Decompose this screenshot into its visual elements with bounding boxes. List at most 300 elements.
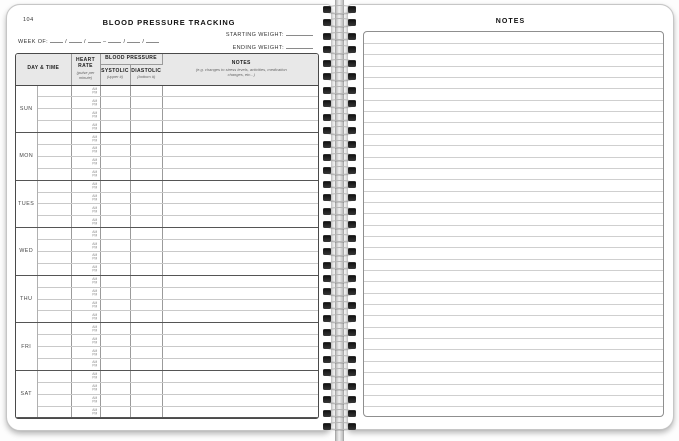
am-pm-label: AM PM — [92, 206, 98, 214]
systolic-entry-cell — [100, 299, 130, 311]
systolic-entry-cell — [100, 133, 130, 145]
punch-hole-left — [323, 356, 331, 363]
systolic-entry-cell — [100, 192, 130, 204]
notes-entry-cell — [162, 347, 319, 359]
notes-entry-cell — [162, 121, 319, 133]
am-pm-label: AM PM — [92, 87, 98, 95]
ruled-line — [364, 247, 663, 248]
notes-entry-cell — [162, 299, 319, 311]
ruled-line — [364, 77, 663, 78]
punch-hole-left — [323, 33, 331, 40]
systolic-entry-cell — [100, 347, 130, 359]
time-entry-cell — [37, 323, 71, 335]
spiral-loop — [317, 165, 361, 176]
ruled-line — [364, 134, 663, 135]
punch-hole-left — [323, 288, 331, 295]
spiral-binding — [317, 0, 361, 441]
punch-hole-left — [323, 127, 331, 134]
spiral-loop — [317, 44, 361, 55]
diastolic-entry-cell — [130, 180, 162, 192]
notes-entry-cell — [162, 228, 319, 240]
diastolic-entry-cell — [130, 133, 162, 145]
date-slash: / — [84, 39, 86, 45]
punch-hole-left — [323, 87, 331, 94]
punch-hole-left — [323, 410, 331, 417]
notes-entry-cell — [162, 370, 319, 382]
spiral-loop — [317, 260, 361, 271]
heart-rate-entry-cell — [71, 382, 100, 394]
time-entry-cell — [37, 358, 71, 370]
date-blank — [88, 38, 101, 43]
bp-entry-row — [16, 168, 319, 180]
am-pm-label: AM PM — [92, 301, 98, 309]
punch-hole-left — [323, 383, 331, 390]
diastolic-entry-cell — [130, 370, 162, 382]
am-pm-label: AM PM — [92, 99, 98, 107]
punch-hole-right — [348, 329, 356, 336]
punch-hole-right — [348, 235, 356, 242]
time-entry-cell — [37, 216, 71, 228]
punch-hole-right — [348, 356, 356, 363]
punch-hole-right — [348, 383, 356, 390]
notes-entry-cell — [162, 358, 319, 370]
ruled-line — [364, 281, 663, 282]
diastolic-entry-cell — [130, 323, 162, 335]
diastolic-entry-cell — [130, 192, 162, 204]
systolic-entry-cell — [100, 228, 130, 240]
notes-entry-cell — [162, 109, 319, 121]
notes-entry-cell — [162, 144, 319, 156]
bp-entry-row — [16, 251, 319, 263]
punch-hole-left — [323, 315, 331, 322]
bp-entry-row — [16, 85, 319, 97]
am-pm-label: AM PM — [92, 289, 98, 297]
spiral-loop — [317, 421, 361, 432]
ruled-line — [364, 338, 663, 339]
ruled-line — [364, 304, 663, 305]
systolic-entry-cell — [100, 323, 130, 335]
systolic-entry-cell — [100, 216, 130, 228]
systolic-entry-cell — [100, 144, 130, 156]
systolic-entry-cell — [100, 168, 130, 180]
am-pm-label: AM PM — [92, 253, 98, 262]
bp-entry-row — [16, 97, 319, 109]
bp-entry-row — [16, 109, 319, 121]
punch-hole-right — [348, 396, 356, 403]
spiral-loop — [317, 125, 361, 136]
bp-entry-row — [16, 240, 319, 252]
heart-rate-entry-cell — [71, 323, 100, 335]
notes-entry-cell — [162, 192, 319, 204]
am-pm-label: AM PM — [92, 218, 98, 226]
time-entry-cell — [37, 121, 71, 133]
date-slash: / — [123, 39, 126, 45]
am-pm-label: AM PM — [92, 170, 98, 178]
ending-weight-label: ENDING WEIGHT: — [232, 45, 284, 51]
bp-entry-row — [16, 299, 319, 311]
time-entry-cell — [37, 156, 71, 168]
ruled-line — [364, 66, 663, 67]
notes-entry-cell — [162, 382, 319, 394]
am-pm-label: AM PM — [92, 408, 98, 416]
am-pm-label: AM PM — [92, 111, 98, 119]
systolic-entry-cell — [100, 180, 130, 192]
time-entry-cell — [37, 299, 71, 311]
heart-rate-entry-cell — [71, 287, 100, 299]
punch-hole-left — [323, 369, 331, 376]
heart-rate-entry-cell — [71, 263, 100, 275]
spiral-loop — [317, 340, 361, 351]
col-header-heart-rate: HEART RATE (pulse per minute) — [71, 54, 100, 85]
time-entry-cell — [37, 311, 71, 323]
time-entry-cell — [37, 275, 71, 287]
ending-weight-blank — [286, 44, 313, 49]
day-label: SUN — [16, 85, 37, 133]
punch-hole-right — [348, 181, 356, 188]
punch-hole-left — [323, 194, 331, 201]
ruled-line — [364, 372, 663, 373]
heart-rate-entry-cell — [71, 216, 100, 228]
time-entry-cell — [37, 168, 71, 180]
systolic-entry-cell — [100, 287, 130, 299]
ruled-line — [364, 225, 663, 226]
spiral-loop — [317, 327, 361, 338]
punch-hole-right — [348, 315, 356, 322]
spiral-loop — [317, 408, 361, 419]
date-blank — [108, 38, 121, 43]
ruled-line — [364, 315, 663, 316]
spiral-loop — [317, 300, 361, 311]
time-entry-cell — [37, 287, 71, 299]
diastolic-entry-cell — [130, 287, 162, 299]
ruled-line — [364, 395, 663, 396]
bp-entry-row — [16, 228, 319, 240]
heart-rate-entry-cell — [71, 180, 100, 192]
ruled-line — [364, 270, 663, 271]
bp-table-body — [16, 85, 319, 418]
punch-hole-right — [348, 275, 356, 282]
diastolic-entry-cell — [130, 299, 162, 311]
date-blank — [50, 38, 63, 43]
time-entry-cell — [37, 228, 71, 240]
diastolic-entry-cell — [130, 311, 162, 323]
time-entry-cell — [37, 240, 71, 252]
punch-hole-right — [348, 73, 356, 80]
day-label: WED — [16, 228, 37, 276]
ruled-line — [364, 88, 663, 89]
bp-entry-row — [16, 394, 319, 406]
page-title: BLOOD PRESSURE TRACKING — [102, 18, 236, 27]
ruled-line — [364, 145, 663, 146]
ruled-line — [364, 293, 663, 294]
diastolic-entry-cell — [130, 85, 162, 97]
heart-rate-entry-cell — [71, 85, 100, 97]
spiral-loop — [317, 152, 361, 163]
punch-hole-left — [323, 73, 331, 80]
diastolic-entry-cell — [130, 109, 162, 121]
spiral-loop — [317, 192, 361, 203]
time-entry-cell — [37, 192, 71, 204]
ruled-line — [364, 259, 663, 260]
spiral-loop — [317, 71, 361, 82]
notes-entry-cell — [162, 406, 319, 418]
col-header-systolic: SYSTOLIC (upper #) — [100, 64, 130, 85]
systolic-entry-cell — [100, 85, 130, 97]
am-pm-label: AM PM — [92, 372, 98, 380]
spiral-loop — [317, 233, 361, 244]
time-entry-cell — [37, 85, 71, 97]
punch-hole-right — [348, 262, 356, 269]
diastolic-entry-cell — [130, 251, 162, 263]
systolic-entry-cell — [100, 370, 130, 382]
col-header-day-time: DAY & TIME — [16, 54, 71, 85]
notes-entry-cell — [162, 97, 319, 109]
ruled-line — [364, 168, 663, 169]
spiral-loop — [317, 246, 361, 257]
diastolic-entry-cell — [130, 358, 162, 370]
time-entry-cell — [37, 335, 71, 347]
starting-weight-label: STARTING WEIGHT: — [225, 32, 284, 38]
am-pm-label: AM PM — [92, 348, 98, 357]
spiral-loop — [317, 85, 361, 96]
punch-hole-left — [323, 100, 331, 107]
punch-hole-right — [348, 221, 356, 228]
am-pm-label: AM PM — [92, 325, 98, 333]
notes-entry-cell — [162, 240, 319, 252]
heart-rate-entry-cell — [71, 299, 100, 311]
date-range-dash: – — [102, 39, 107, 45]
punch-hole-left — [323, 141, 331, 148]
date-blank — [127, 38, 140, 43]
spiral-loop — [317, 206, 361, 217]
am-pm-label: AM PM — [92, 146, 98, 154]
bp-entry-row — [16, 204, 319, 216]
spiral-loop — [317, 112, 361, 123]
ruled-line — [364, 179, 663, 180]
bp-entry-row — [16, 121, 319, 133]
punch-hole-right — [348, 369, 356, 376]
punch-hole-right — [348, 100, 356, 107]
time-entry-cell — [37, 263, 71, 275]
day-label: THU — [16, 275, 37, 323]
punch-hole-right — [348, 248, 356, 255]
punch-hole-left — [323, 423, 331, 430]
time-entry-cell — [37, 370, 71, 382]
diastolic-entry-cell — [130, 240, 162, 252]
punch-hole-left — [323, 19, 331, 26]
am-pm-label: AM PM — [92, 229, 98, 238]
punch-hole-right — [348, 114, 356, 121]
bp-entry-row — [16, 180, 319, 192]
col-header-notes: NOTES (e.g. changes to stress levels, activities, medication changes, etc...) — [162, 54, 319, 85]
spiral-loop — [317, 367, 361, 378]
punch-hole-left — [323, 275, 331, 282]
bp-entry-row — [16, 156, 319, 168]
bp-entry-row — [16, 192, 319, 204]
diastolic-entry-cell — [130, 228, 162, 240]
punch-hole-right — [348, 154, 356, 161]
day-label: TUES — [16, 180, 37, 228]
heart-rate-entry-cell — [71, 406, 100, 418]
am-pm-label: AM PM — [92, 241, 98, 250]
spiral-loop — [317, 394, 361, 405]
notes-entry-cell — [162, 323, 319, 335]
ruled-line — [364, 327, 663, 328]
spiral-loop — [317, 313, 361, 324]
bp-entry-row — [16, 263, 319, 275]
date-slash: / — [142, 39, 145, 45]
punch-hole-right — [348, 33, 356, 40]
punch-hole-left — [323, 154, 331, 161]
am-pm-label: AM PM — [92, 313, 98, 321]
heart-rate-entry-cell — [71, 240, 100, 252]
systolic-entry-cell — [100, 240, 130, 252]
heart-rate-entry-cell — [71, 370, 100, 382]
diastolic-entry-cell — [130, 335, 162, 347]
heart-rate-entry-cell — [71, 168, 100, 180]
punch-hole-right — [348, 141, 356, 148]
spiral-loop — [317, 354, 361, 365]
ruled-line — [364, 213, 663, 214]
am-pm-label: AM PM — [92, 158, 98, 166]
punch-hole-right — [348, 410, 356, 417]
punch-hole-left — [323, 235, 331, 242]
spiral-loop — [317, 4, 361, 15]
systolic-entry-cell — [100, 335, 130, 347]
punch-hole-right — [348, 302, 356, 309]
bp-table — [15, 53, 319, 419]
systolic-entry-cell — [100, 358, 130, 370]
diastolic-entry-cell — [130, 156, 162, 168]
diastolic-entry-cell — [130, 347, 162, 359]
day-label: MON — [16, 133, 37, 181]
punch-hole-left — [323, 248, 331, 255]
notes-entry-cell — [162, 133, 319, 145]
notes-entry-cell — [162, 275, 319, 287]
time-entry-cell — [37, 347, 71, 359]
bp-entry-row — [16, 133, 319, 145]
diastolic-entry-cell — [130, 275, 162, 287]
heart-rate-entry-cell — [71, 347, 100, 359]
time-entry-cell — [37, 251, 71, 263]
heart-rate-entry-cell — [71, 394, 100, 406]
bp-entry-row — [16, 370, 319, 382]
ending-weight-row — [226, 44, 313, 52]
time-entry-cell — [37, 204, 71, 216]
ruled-line — [364, 236, 663, 237]
spiral-loop — [317, 139, 361, 150]
right-page — [347, 4, 674, 430]
ruled-line — [364, 43, 663, 44]
bp-entry-row — [16, 287, 319, 299]
heart-rate-entry-cell — [71, 121, 100, 133]
am-pm-label: AM PM — [92, 337, 98, 345]
notes-entry-cell — [162, 251, 319, 263]
time-entry-cell — [37, 133, 71, 145]
punch-hole-right — [348, 46, 356, 53]
am-pm-label: AM PM — [92, 265, 98, 273]
ruled-line — [364, 100, 663, 101]
heart-rate-entry-cell — [71, 97, 100, 109]
notes-box — [363, 31, 664, 417]
ruled-line — [364, 202, 663, 203]
diastolic-entry-cell — [130, 168, 162, 180]
punch-hole-left — [323, 167, 331, 174]
notes-entry-cell — [162, 311, 319, 323]
systolic-entry-cell — [100, 311, 130, 323]
ruled-line — [364, 384, 663, 385]
ruled-line — [364, 157, 663, 158]
am-pm-label: AM PM — [92, 360, 98, 369]
week-of-label: WEEK OF: — [18, 39, 49, 45]
diastolic-entry-cell — [130, 204, 162, 216]
col-header-blood-pressure: BLOOD PRESSURE — [100, 54, 162, 64]
systolic-entry-cell — [100, 382, 130, 394]
bp-entry-row — [16, 275, 319, 287]
diastolic-entry-cell — [130, 382, 162, 394]
punch-hole-left — [323, 342, 331, 349]
time-entry-cell — [37, 144, 71, 156]
heart-rate-entry-cell — [71, 109, 100, 121]
diastolic-entry-cell — [130, 144, 162, 156]
diastolic-entry-cell — [130, 121, 162, 133]
notes-entry-cell — [162, 204, 319, 216]
page-number: 104 — [23, 17, 34, 23]
notes-entry-cell — [162, 180, 319, 192]
date-slash: / — [65, 39, 68, 45]
day-label: SAT — [16, 370, 37, 418]
punch-hole-left — [323, 60, 331, 67]
systolic-entry-cell — [100, 263, 130, 275]
am-pm-label: AM PM — [92, 182, 98, 190]
time-entry-cell — [37, 180, 71, 192]
notes-entry-cell — [162, 263, 319, 275]
notes-page-title: NOTES — [495, 18, 526, 25]
heart-rate-entry-cell — [71, 251, 100, 263]
systolic-entry-cell — [100, 406, 130, 418]
spiral-loop — [317, 286, 361, 297]
heart-rate-entry-cell — [71, 311, 100, 323]
diastolic-entry-cell — [130, 97, 162, 109]
punch-hole-right — [348, 423, 356, 430]
starting-weight-row — [226, 31, 313, 39]
notes-entry-cell — [162, 168, 319, 180]
punch-hole-right — [348, 19, 356, 26]
heart-rate-entry-cell — [71, 275, 100, 287]
systolic-entry-cell — [100, 275, 130, 287]
am-pm-label: AM PM — [92, 396, 98, 404]
time-entry-cell — [37, 406, 71, 418]
date-blank — [146, 38, 159, 43]
systolic-entry-cell — [100, 156, 130, 168]
time-entry-cell — [37, 394, 71, 406]
spiral-loop — [317, 31, 361, 42]
punch-hole-left — [323, 114, 331, 121]
week-of-row — [18, 38, 159, 45]
spiral-loop — [317, 17, 361, 28]
bp-entry-row — [16, 323, 319, 335]
time-entry-cell — [37, 97, 71, 109]
bp-entry-row — [16, 311, 319, 323]
spiral-loop — [317, 98, 361, 109]
bp-entry-row — [16, 335, 319, 347]
punch-hole-right — [348, 6, 356, 13]
ruled-line — [364, 122, 663, 123]
am-pm-label: AM PM — [92, 122, 98, 131]
spiral-loop — [317, 273, 361, 284]
spiral-loop — [317, 381, 361, 392]
heart-rate-entry-cell — [71, 133, 100, 145]
